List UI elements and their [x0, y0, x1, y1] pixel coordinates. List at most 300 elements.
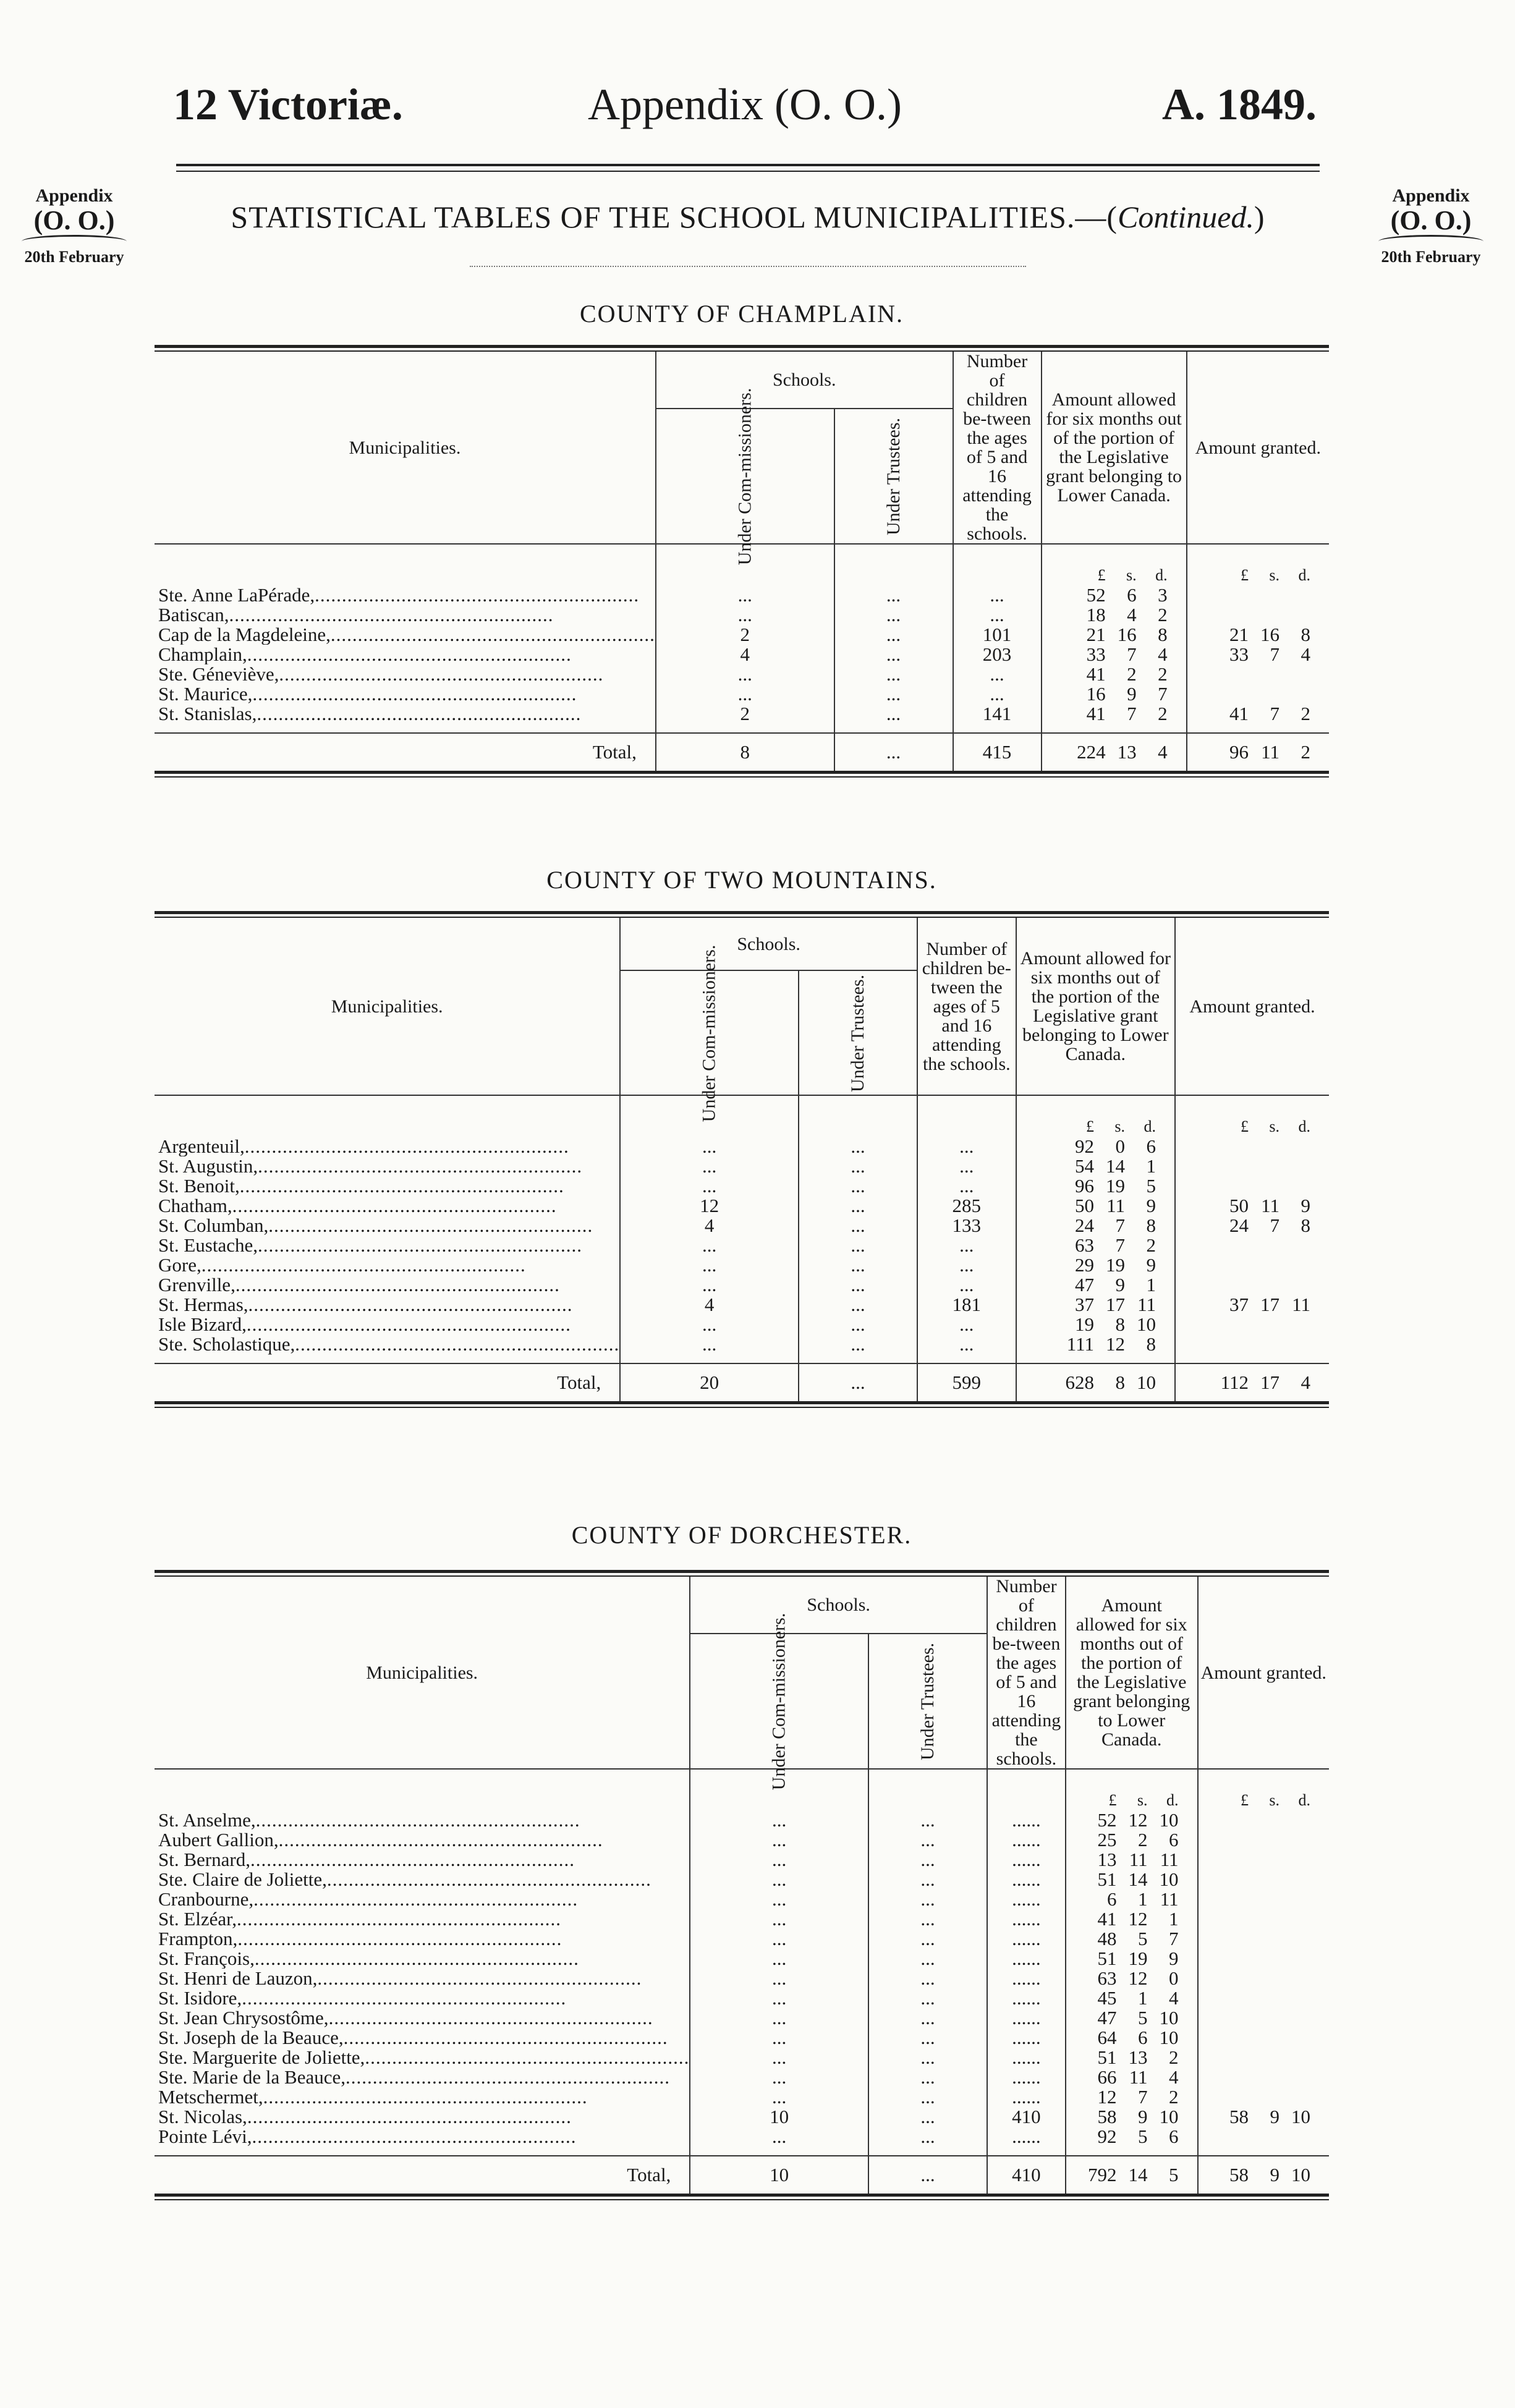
- table-row: [155, 2087, 1329, 2107]
- amount-allowed-value-shillings: 12: [1105, 1333, 1125, 1355]
- amount-granted-value: [1175, 1236, 1329, 1255]
- amount-allowed-value-pounds: 52: [1086, 584, 1106, 606]
- units-granted: [1198, 1769, 1329, 1810]
- units-spacer: [155, 1095, 620, 1137]
- amount-allowed-value-shillings: 0: [1115, 1135, 1125, 1157]
- children-value: ...: [917, 1236, 1016, 1255]
- unit-pound: £: [1241, 1117, 1249, 1135]
- amount-allowed-value-pounds: 45: [1097, 1987, 1117, 2009]
- children-value: ......: [987, 1870, 1066, 1889]
- table-bottom-rule-thin: [155, 2199, 1329, 2200]
- table-bottom-rule: [155, 1401, 1329, 1404]
- municipality-label: St. François,: [158, 1949, 255, 1969]
- total-amount-granted-pence: 2: [1301, 741, 1310, 763]
- children-value: ......: [987, 2008, 1066, 2028]
- amount-allowed-value-pounds: 52: [1097, 1809, 1117, 1831]
- dot-leader: ............................................................: [330, 625, 655, 645]
- children-value: ...: [917, 1156, 1016, 1176]
- children-value: ...: [953, 684, 1042, 704]
- children-value: ...: [917, 1176, 1016, 1196]
- amount-granted-value: [1198, 2008, 1329, 2028]
- amount-allowed-value-pence: 7: [1169, 1928, 1179, 1949]
- amount-allowed-value-pounds: 19: [1074, 1313, 1094, 1335]
- municipality-label: St. Henri de Lauzon,: [158, 1969, 318, 1988]
- table-bottom-rule: [155, 771, 1329, 774]
- units-granted: [1175, 1095, 1329, 1137]
- under-commissioners-value: 10: [690, 2107, 868, 2127]
- under-commissioners-value: ...: [620, 1275, 799, 1295]
- municipality-name: [155, 1236, 620, 1255]
- margin-brace: [1378, 235, 1483, 248]
- municipality-name: [155, 1137, 620, 1156]
- col-under-commissioners: [620, 944, 799, 1122]
- dot-leader: ............................................................: [242, 1988, 567, 2008]
- municipality-label: St. Columban,: [158, 1216, 269, 1236]
- col-amount-granted: Amount granted.: [1198, 1577, 1329, 1769]
- amount-allowed-value: [1066, 1889, 1198, 1909]
- amount-granted-value: [1198, 1850, 1329, 1870]
- amount-granted-value-pounds: 37: [1229, 1294, 1249, 1315]
- dot-leader: ............................................................: [246, 1315, 571, 1334]
- amount-allowed-value-pounds: 58: [1097, 2106, 1117, 2127]
- total-amount-granted-pounds: 58: [1229, 2164, 1249, 2185]
- amount-allowed-value-shillings: 7: [1115, 1234, 1125, 1256]
- dot-leader: ............................................................: [237, 1929, 562, 1949]
- children-value: ......: [987, 1850, 1066, 1870]
- under-trustees-value: ...: [868, 2127, 987, 2156]
- municipality-name: [155, 2127, 690, 2156]
- units-granted: [1187, 544, 1329, 585]
- under-commissioners-value: ...: [690, 2087, 868, 2107]
- municipality-label: Metschermet,: [158, 2087, 263, 2107]
- amount-allowed-value-shillings: 1: [1138, 1987, 1148, 2009]
- unit-pound: £: [1097, 566, 1106, 584]
- amount-allowed-value: [1042, 704, 1187, 733]
- amount-granted-value: [1175, 1275, 1329, 1295]
- total-amount-allowed-pounds: 792: [1088, 2164, 1117, 2185]
- amount-allowed-value-pounds: 64: [1097, 2027, 1117, 2048]
- municipality-label: St. Benoit,: [158, 1176, 240, 1196]
- children-value: 203: [953, 645, 1042, 664]
- amount-allowed-value-pence: 2: [1146, 1234, 1156, 1256]
- amount-allowed-value: [1016, 1275, 1175, 1295]
- municipality-name: [155, 1850, 690, 1870]
- amount-allowed-value: [1016, 1334, 1175, 1363]
- amount-allowed-value: [1016, 1156, 1175, 1176]
- municipality-label: Ste. Géneviève,: [158, 664, 279, 684]
- amount-granted-value-pounds: 41: [1229, 703, 1249, 724]
- margin-note-right: [1357, 185, 1505, 266]
- amount-granted-value: [1187, 704, 1329, 733]
- table-row: [155, 1137, 1329, 1156]
- amount-allowed-value-pence: 9: [1146, 1254, 1156, 1276]
- under-trustees-value: ...: [868, 1949, 987, 1969]
- units-spacer: [155, 544, 656, 585]
- municipality-label: St. Maurice,: [158, 684, 253, 704]
- dot-leader: ............................................................: [247, 645, 572, 664]
- amount-allowed-value: [1042, 645, 1187, 664]
- amount-allowed-value-pounds: 18: [1086, 604, 1106, 625]
- amount-granted-value: [1187, 605, 1329, 625]
- children-value: ...: [917, 1137, 1016, 1156]
- dot-leader: ............................................................: [252, 2127, 577, 2147]
- under-trustees-value: ...: [868, 2028, 987, 2048]
- amount-allowed-value: [1016, 1196, 1175, 1216]
- header-rule-thin: [176, 171, 1320, 172]
- under-commissioners-value: ...: [690, 1810, 868, 1830]
- session-label: 12 Victoriæ.: [173, 80, 403, 129]
- dot-leader: ............................................................: [255, 1810, 580, 1830]
- amount-allowed-value-shillings: 9: [1138, 2106, 1148, 2127]
- total-amount-allowed-pence: 4: [1158, 741, 1168, 763]
- margin-date: 20th February: [24, 248, 124, 266]
- amount-allowed-value-shillings: 12: [1128, 1809, 1148, 1831]
- amount-allowed-value-pounds: 51: [1097, 2046, 1117, 2068]
- amount-allowed-value-shillings: 11: [1129, 1849, 1148, 1870]
- amount-allowed-value-shillings: 2: [1127, 663, 1137, 685]
- col-amount-allowed: Amount allowed for six months out of the portion of the Legislative grant belonging to Lower Canada.: [1042, 352, 1187, 544]
- children-value: ......: [987, 1969, 1066, 1988]
- total-amount-allowed: [1042, 733, 1187, 771]
- amount-granted-value: [1198, 1889, 1329, 1909]
- amount-allowed-value: [1042, 625, 1187, 645]
- amount-allowed-value-pence: 2: [1169, 2086, 1179, 2108]
- amount-allowed-value-pounds: 111: [1066, 1333, 1094, 1355]
- under-trustees-value: ...: [799, 1315, 917, 1334]
- children-value: ......: [987, 1929, 1066, 1949]
- amount-allowed-value-pence: 10: [1159, 2007, 1179, 2029]
- currency-units-row: [155, 1095, 1329, 1137]
- municipality-name: [155, 1315, 620, 1334]
- unit-pound: £: [1241, 1791, 1249, 1809]
- amount-allowed-value-shillings: 14: [1105, 1155, 1125, 1177]
- total-amount-granted-shillings: 17: [1260, 1371, 1279, 1393]
- total-amount-allowed: [1016, 1363, 1175, 1401]
- dot-leader: ............................................................: [317, 1969, 642, 1988]
- amount-allowed-value-pence: 5: [1146, 1175, 1156, 1197]
- amount-allowed-value-pence: 10: [1159, 1868, 1179, 1890]
- under-trustees-value: ...: [834, 664, 953, 684]
- amount-allowed-value: [1042, 664, 1187, 684]
- amount-allowed-value-shillings: 6: [1127, 584, 1137, 606]
- municipality-label: Grenville,: [158, 1275, 236, 1295]
- amount-granted-value: [1198, 1969, 1329, 1988]
- table-row: [155, 1988, 1329, 2008]
- table-row: [155, 1255, 1329, 1275]
- units-spacer: [155, 1769, 690, 1810]
- amount-allowed-value: [1066, 1969, 1198, 1988]
- municipality-name: [155, 1870, 690, 1889]
- under-commissioners-value: ...: [620, 1156, 799, 1176]
- municipality-name: [155, 1196, 620, 1216]
- amount-allowed-value-pence: 9: [1146, 1195, 1156, 1216]
- dot-leader: ............................................................: [229, 605, 554, 625]
- amount-allowed-value: [1016, 1137, 1175, 1156]
- col-children: Number of children be-tween the ages of 5 and 16 attending the schools.: [987, 1577, 1066, 1769]
- total-amount-allowed: [1066, 2156, 1198, 2194]
- amount-allowed-value-pence: 7: [1158, 683, 1168, 705]
- total-amount-allowed-pounds: 628: [1065, 1371, 1094, 1393]
- under-commissioners-value: ...: [620, 1255, 799, 1275]
- amount-allowed-value-pounds: 12: [1097, 2086, 1117, 2108]
- amount-allowed-value-pence: 9: [1169, 1948, 1179, 1969]
- col-under-commissioners: [656, 388, 834, 566]
- total-label-text: Total,: [557, 1371, 601, 1393]
- amount-allowed-value: [1066, 2048, 1198, 2067]
- unit-pound: £: [1241, 566, 1249, 584]
- dot-leader: ............................................................: [239, 1176, 564, 1196]
- dot-leader: ............................................................: [263, 2087, 588, 2107]
- total-amount-allowed-pounds: 224: [1077, 741, 1106, 763]
- municipality-name: [155, 1889, 690, 1909]
- table-row: [155, 1870, 1329, 1889]
- children-value: 141: [953, 704, 1042, 733]
- amount-granted-value-pence: 11: [1292, 1294, 1310, 1315]
- amount-allowed-value-pounds: 41: [1086, 703, 1106, 724]
- dot-leader: ............................................................: [235, 1275, 560, 1295]
- under-trustees-label: Under Trustees.: [847, 974, 868, 1092]
- under-trustees-label: Under Trustees.: [917, 1643, 938, 1761]
- amount-granted-value: [1175, 1156, 1329, 1176]
- col-under-trustees: [834, 409, 953, 544]
- under-commissioners-value: 4: [620, 1295, 799, 1315]
- col-under-trustees: [868, 1634, 987, 1769]
- col-amount-allowed: Amount allowed for six months out of the portion of the Legislative grant belonging to Lower Canada.: [1066, 1577, 1198, 1769]
- under-trustees-value: ...: [868, 1909, 987, 1929]
- total-amount-granted-pounds: 96: [1229, 741, 1249, 763]
- amount-allowed-value-pounds: 96: [1074, 1175, 1094, 1197]
- amount-allowed-value: [1066, 1988, 1198, 2008]
- children-value: 101: [953, 625, 1042, 645]
- units-allowed: [1042, 544, 1187, 585]
- table-row: [155, 2008, 1329, 2028]
- municipality-label: Aubert Gallion,: [158, 1830, 279, 1850]
- table-row: [155, 1850, 1329, 1870]
- units-spacer: [868, 1769, 987, 1810]
- col-municipalities: Municipalities.: [155, 1577, 690, 1769]
- dot-leader: ............................................................: [315, 585, 640, 605]
- municipality-label: Ste. Marguerite de Joliette,: [158, 2048, 365, 2067]
- children-value: ...: [917, 1255, 1016, 1275]
- table-row: [155, 1969, 1329, 1988]
- amount-granted-value-shillings: 9: [1270, 2106, 1279, 2127]
- under-commissioners-value: ...: [690, 2067, 868, 2087]
- amount-allowed-value-shillings: 17: [1105, 1294, 1125, 1315]
- total-amount-allowed-shillings: 8: [1115, 1371, 1125, 1393]
- total-trustees: ...: [868, 2156, 987, 2194]
- under-trustees-value: ...: [868, 2008, 987, 2028]
- municipality-name: [155, 2087, 690, 2107]
- children-value: ......: [987, 1988, 1066, 2008]
- table-row: [155, 585, 1329, 605]
- total-commissioners: 8: [656, 733, 834, 771]
- municipality-label: Cranbourne,: [158, 1889, 254, 1909]
- amount-allowed-value-pounds: 54: [1074, 1155, 1094, 1177]
- amount-allowed-value-pounds: 13: [1097, 1849, 1117, 1870]
- amount-allowed-value: [1016, 1315, 1175, 1334]
- table-row: [155, 1830, 1329, 1850]
- dot-leader: ............................................................: [244, 1137, 569, 1156]
- under-trustees-value: ...: [868, 1969, 987, 1988]
- amount-allowed-value-shillings: 7: [1127, 703, 1137, 724]
- data-table: [155, 918, 1329, 1401]
- table-row: [155, 1334, 1329, 1363]
- under-trustees-value: ...: [799, 1156, 917, 1176]
- amount-allowed-value-shillings: 7: [1115, 1215, 1125, 1236]
- amount-allowed-value-shillings: 9: [1115, 1274, 1125, 1295]
- amount-allowed-value: [1042, 684, 1187, 704]
- table-row: [155, 1176, 1329, 1196]
- total-label: [155, 1363, 620, 1401]
- amount-granted-value-shillings: 17: [1260, 1294, 1279, 1315]
- margin-brace: [22, 235, 127, 248]
- municipality-name: [155, 1275, 620, 1295]
- total-label: [155, 733, 656, 771]
- municipality-label: Ste. Anne LaPérade,: [158, 585, 315, 605]
- amount-granted-value-pence: 2: [1301, 703, 1310, 724]
- dot-leader: ............................................................: [279, 664, 604, 684]
- dot-leader: ............................................................: [253, 1889, 579, 1909]
- amount-granted-value-pence: 8: [1301, 1215, 1310, 1236]
- under-trustees-value: ...: [868, 1830, 987, 1850]
- table-row: [155, 605, 1329, 625]
- municipality-name: [155, 684, 656, 704]
- amount-allowed-value-shillings: 5: [1138, 2007, 1148, 2029]
- total-amount-granted-shillings: 11: [1261, 741, 1279, 763]
- amount-granted-value-pounds: 58: [1229, 2106, 1249, 2127]
- total-children: 415: [953, 733, 1042, 771]
- municipality-label: Ste. Scholastique,: [158, 1334, 295, 1355]
- amount-granted-value: [1198, 1929, 1329, 1949]
- unit-pence: d.: [1298, 566, 1310, 584]
- under-commissioners-label: Under Com-missioners.: [734, 388, 755, 566]
- under-commissioners-value: ...: [656, 664, 834, 684]
- under-commissioners-value: ...: [690, 2008, 868, 2028]
- municipality-name: [155, 1929, 690, 1949]
- total-label-text: Total,: [592, 741, 637, 763]
- dot-leader: ............................................................: [258, 1156, 583, 1176]
- amount-granted-value-pounds: 33: [1229, 643, 1249, 665]
- unit-pence: d.: [1298, 1117, 1310, 1135]
- units-allowed: [1066, 1769, 1198, 1810]
- municipality-name: [155, 704, 656, 733]
- amount-allowed-value-shillings: 5: [1138, 1928, 1148, 1949]
- amount-allowed-value: [1066, 1949, 1198, 1969]
- table-row: [155, 2107, 1329, 2127]
- children-value: ...: [917, 1315, 1016, 1334]
- total-amount-granted-shillings: 9: [1270, 2164, 1279, 2185]
- children-value: ......: [987, 1830, 1066, 1850]
- under-commissioners-value: ...: [690, 1949, 868, 1969]
- table-row: [155, 2067, 1329, 2087]
- table-top-rule: [155, 345, 1329, 348]
- under-commissioners-value: 4: [656, 645, 834, 664]
- total-row: [155, 733, 1329, 771]
- table-row: [155, 1949, 1329, 1969]
- amount-allowed-value-pounds: 21: [1086, 624, 1106, 645]
- margin-date: 20th February: [1381, 248, 1481, 266]
- table-row: [155, 2127, 1329, 2156]
- page-header: [173, 79, 1317, 147]
- amount-allowed-value-pounds: 48: [1097, 1928, 1117, 1949]
- under-trustees-value: ...: [868, 1889, 987, 1909]
- amount-allowed-value-pounds: 37: [1074, 1294, 1094, 1315]
- municipality-name: [155, 645, 656, 664]
- under-trustees-value: ...: [834, 684, 953, 704]
- children-value: 410: [987, 2107, 1066, 2127]
- municipality-name: [155, 1216, 620, 1236]
- col-children: Number of children be-tween the ages of 5 and 16 attending the schools.: [953, 352, 1042, 544]
- unit-pence: d.: [1155, 566, 1168, 584]
- children-value: ...: [953, 664, 1042, 684]
- amount-allowed-value-pence: 1: [1146, 1155, 1156, 1177]
- amount-granted-value: [1198, 1830, 1329, 1850]
- under-commissioners-value: ...: [656, 605, 834, 625]
- col-schools: Schools.: [690, 1577, 987, 1634]
- children-value: ...: [953, 605, 1042, 625]
- amount-allowed-value-pence: 10: [1159, 1809, 1179, 1831]
- dot-leader: ............................................................: [254, 1949, 579, 1969]
- amount-granted-value: [1198, 1909, 1329, 1929]
- dot-leader: ............................................................: [345, 2067, 670, 2087]
- amount-allowed-value-shillings: 8: [1115, 1313, 1125, 1335]
- amount-allowed-value-pounds: 24: [1074, 1215, 1094, 1236]
- dot-leader: ............................................................: [365, 2048, 690, 2067]
- amount-allowed-value-pounds: 16: [1086, 683, 1106, 705]
- amount-allowed-value: [1016, 1236, 1175, 1255]
- under-commissioners-value: ...: [690, 1969, 868, 1988]
- under-trustees-value: ...: [868, 2107, 987, 2127]
- amount-granted-value: [1175, 1176, 1329, 1196]
- title-underline: [470, 266, 1026, 267]
- amount-allowed-value-pounds: 33: [1086, 643, 1106, 665]
- under-commissioners-value: 4: [620, 1216, 799, 1236]
- amount-granted-value: [1175, 1295, 1329, 1315]
- amount-granted-value-pence: 10: [1291, 2106, 1310, 2127]
- amount-allowed-value-pounds: 29: [1074, 1254, 1094, 1276]
- municipality-label: Isle Bizard,: [158, 1315, 247, 1334]
- amount-allowed-value-pence: 2: [1169, 2046, 1179, 2068]
- children-value: ...: [917, 1275, 1016, 1295]
- municipality-label: St. Joseph de la Beauce,: [158, 2028, 344, 2048]
- amount-allowed-value: [1066, 1850, 1198, 1870]
- amount-granted-value: [1175, 1255, 1329, 1275]
- table-row: [155, 625, 1329, 645]
- unit-pound: £: [1085, 1117, 1094, 1135]
- amount-granted-value: [1198, 2127, 1329, 2156]
- under-commissioners-value: ...: [690, 1909, 868, 1929]
- amount-allowed-value-shillings: 9: [1127, 683, 1137, 705]
- municipality-label: St. Isidore,: [158, 1988, 242, 2008]
- under-trustees-value: ...: [799, 1255, 917, 1275]
- table-two-mountains: [155, 911, 1329, 1408]
- municipality-name: [155, 625, 656, 645]
- amount-allowed-value-pence: 6: [1146, 1135, 1156, 1157]
- amount-allowed-value: [1066, 2067, 1198, 2087]
- amount-allowed-value-shillings: 16: [1117, 624, 1137, 645]
- amount-allowed-value-pounds: 41: [1097, 1908, 1117, 1930]
- municipality-label: Gore,: [158, 1255, 202, 1275]
- total-amount-granted-pounds: 112: [1220, 1371, 1249, 1393]
- table-champlain: [155, 345, 1329, 778]
- amount-allowed-value-shillings: 11: [1129, 2066, 1148, 2088]
- table-row: [155, 1196, 1329, 1216]
- margin-appendix: Appendix: [1392, 185, 1470, 206]
- total-amount-granted: [1187, 733, 1329, 771]
- amount-allowed-value-shillings: 14: [1128, 1868, 1148, 1890]
- table-top-rule: [155, 1570, 1329, 1573]
- table-row: [155, 704, 1329, 733]
